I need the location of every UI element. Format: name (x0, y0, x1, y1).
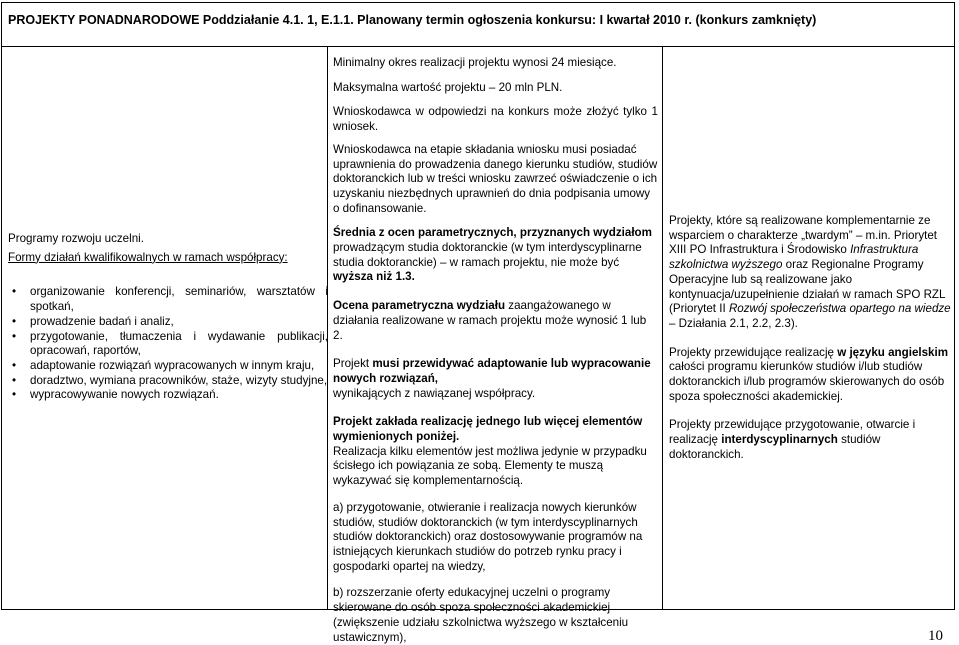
one-application-text: Wnioskodawca w odpowiedzi na konkurs może złożyć tylko 1 wniosek. (333, 105, 658, 134)
list-item: • prowadzenie badań i analiz, (8, 315, 328, 330)
column-divider (662, 47, 663, 609)
min-period-text: Minimalny okres realizacji projektu wynosi 24 miesiące. (333, 56, 617, 69)
english-bold: w języku angielskim (837, 345, 949, 359)
elements-text (333, 415, 658, 489)
complementary-lead: Projekty, które są realizowane komplementarnie ze wsparciem o charakterze „twardym” – m.in. Priorytet XIII PO Infrastruktura i Środowisko (669, 214, 938, 257)
interdisciplinary-rest: studiów doktoranckich. (669, 433, 881, 461)
elements-bold: Projekt zakłada realizację jednego lub więcej elementów wymienionych poniżej. (333, 415, 643, 444)
interdisciplinary-lead: Projekty przewidujące przygotowanie, otwarcie i realizację (669, 418, 916, 447)
interdisciplinary-text (669, 418, 954, 462)
column-criteria (333, 56, 658, 645)
avg-grade-rest: prowadzącym studia doktoranckie (w tym interdyscyplinarne studia doktoranckie) – w ramach projektu, nie może być (333, 241, 642, 269)
column-activities (8, 232, 328, 403)
list-item: • doradztwo, wymiana pracowników, staże, wizyty studyjne, (8, 374, 328, 389)
complementary-mid: oraz Regionalne Programy Operacyjne lub są realizowane jako kontynuacja/uzupełnienie działań w ramach SPO RZL (Priorytet II (669, 258, 946, 316)
avg-grade-end: wyższa niż 1.3. (333, 270, 415, 284)
column-strategic (669, 214, 954, 463)
english-text (669, 346, 954, 405)
authorization-text: Wnioskodawca na etapie składania wniosku musi posiadać uprawnienia do prowadzenia danego kierunku studiów, studiów doktoranckich lub w treści wniosku zawrzeć oświadczenie o ich uzyskaniu niezbędnych uprawnień do dnia podpisania umowy o dofinansowanie. (333, 142, 658, 215)
adaptation-bold: musi przewidywać adaptowanie lub wypracowanie nowych rozwiązań, (333, 357, 651, 385)
english-rest: całości programu kierunków studiów i/lub studiów doktoranckich i/lub programów skierowanych do osób spoza społeczności akademickiej. (669, 360, 945, 403)
option-b-text: b) rozszerzanie oferty edukacyjnej uczelni o programy skierowane do osób spoza społeczności akademickiej (zwiększenie udziału szkolnictwa wyższego w kształceniu ustawicznym), (333, 586, 629, 644)
option-a-text: a) przygotowanie, otwieranie i realizacja nowych kierunków studiów, studiów doktoranckich (w tym interdyscyplinarnych studiów doktoranckich) oraz dostosowywanie programów na istniejących kierunkach studiów do potrzeb rynku pracy i gospodarki opartej na wiedzy, (333, 500, 643, 573)
forms-list (8, 285, 328, 403)
header-title: PROJEKTY PONADNARODOWE Poddziałanie 4.1. 1, E.1.1. Planowany termin ogłoszenia konkursu: I kwartał 2010 r. (konkurs zamknięty) (8, 13, 817, 27)
page-number: 10 (928, 628, 943, 644)
adaptation-rest: wynikających z nawiązanej współpracy. (333, 386, 536, 400)
param-grade-rest: zaangażowanego w działania realizowane w ramach projektu może wynosić 1 lub 2. (333, 299, 647, 342)
english-lead: Projekty przewidujące realizację (669, 345, 834, 359)
adaptation-lead: Projekt (333, 357, 370, 371)
forms-heading: Formy działań kwalifikowalnych w ramach współpracy: (8, 250, 288, 264)
complementary-end: – Działania 2.1, 2.2, 2.3). (669, 316, 798, 330)
table-header (2, 3, 954, 47)
param-grade-text (333, 299, 658, 343)
param-grade-bold: Ocena parametryczna wydziału (333, 299, 506, 313)
programs-text: Programy rozwoju uczelni. (8, 232, 144, 245)
list-item: • adaptowanie rozwiązań wypracowanych w innym kraju, (8, 359, 328, 374)
complementary-italic2: Rozwój społeczeństwa opartego na wiedze (728, 302, 951, 316)
avg-grade-text (333, 226, 658, 285)
interdisciplinary-bold: interdyscyplinarnych (721, 433, 838, 447)
list-item: • przygotowanie, tłumaczenia i wydawanie publikacji, opracowań, raportów, (8, 330, 328, 359)
adaptation-text (333, 357, 658, 401)
complementary-text (669, 214, 954, 332)
avg-grade-bold: Średnia z ocen parametrycznych, przyznanych wydziałom (333, 226, 652, 240)
list-item: • wypracowywanie nowych rozwiązań. (8, 388, 328, 403)
elements-rest: Realizacja kilku elementów jest możliwa jedynie w przypadku ścisłego ich powiązania ze sobą. Elementy te muszą wykazywać się komplementarnością. (333, 444, 647, 488)
list-item: • organizowanie konferencji, seminariów, warsztatów i spotkań, (8, 285, 328, 314)
complementary-italic: Infrastruktura szkolnictwa wyższego (669, 243, 919, 272)
max-value-text: Maksymalna wartość projektu – 20 mln PLN. (333, 80, 563, 94)
